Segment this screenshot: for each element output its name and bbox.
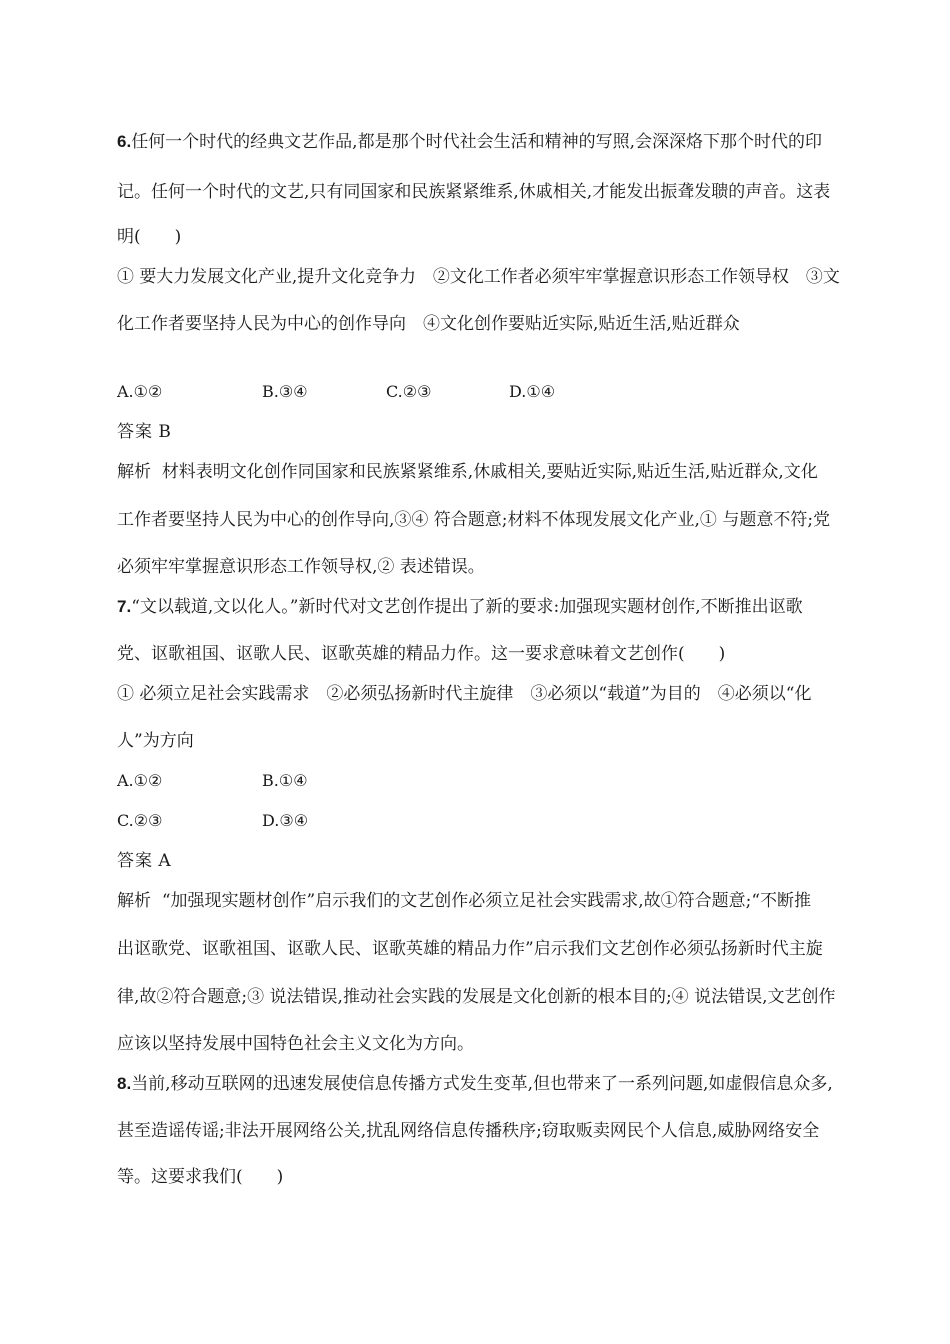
question-8-number: 8. [117,1074,132,1093]
question-7-analysis-line-3: 律,故②符合题意;③ 说法错误,推动社会实践的发展是文化创新的根本目的;④ 说法错误,文艺创作 [117,987,836,1007]
question-6-analysis-line-1: 解析 材料表明文化创作同国家和民族紧紧维系,休戚相关,要贴近实际,贴近生活,贴近群众,文化 [117,462,818,482]
question-7-option-a: A.①② [117,771,163,790]
question-7-statement-line-2: 人”为方向 [117,731,194,751]
question-8-stem-line-2: 甚至造谣传谣;非法开展网络公关,扰乱网络信息传播秩序;窃取贩卖网民个人信息,威胁网络安全 [117,1121,820,1141]
question-6-option-a: A.①② [117,382,163,401]
question-8-stem-line-1: 8.当前,移动互联网的迅速发展使信息传播方式发生变革,但也带来了一系列问题,如虚假信息众多, [117,1074,833,1094]
question-7-statement-line-1: ① 必须立足社会实践需求 ②必须弘扬新时代主旋律 ③必须以“载道”为目的 ④必须以“化 [117,684,812,704]
question-6-option-c: C.②③ [386,382,432,401]
question-6-analysis-line-2: 工作者要坚持人民为中心的创作导向,③④ 符合题意;材料不体现发展文化产业,① 与题意不符;党 [117,510,831,530]
question-7-stem-line-1: 7.“文以载道,文以化人。”新时代对文艺创作提出了新的要求:加强现实题材创作,不断推出讴歌 [117,597,803,617]
question-6-answer: 答案 B [117,422,171,442]
question-7-option-d: D.③④ [262,811,309,830]
question-7-analysis-line-4: 应该以坚持发展中国特色社会主义文化为方向。 [117,1034,474,1054]
question-7-answer: 答案 A [117,851,171,871]
question-7-option-c: C.②③ [117,811,163,830]
question-6-option-d: D.①④ [509,382,556,401]
question-6-stem-line-1: 6.任何一个时代的经典文艺作品,都是那个时代社会生活和精神的写照,会深深烙下那个时代的印 [117,132,822,152]
question-7-option-b: B.①④ [262,771,308,790]
question-7-number: 7. [117,597,132,616]
question-6-analysis-line-3: 必须牢牢掌握意识形态工作领导权,② 表述错误。 [117,557,485,577]
question-7-analysis-line-2: 出讴歌党、讴歌祖国、讴歌人民、讴歌英雄的精品力作”启示我们文艺创作必须弘扬新时代主旋 [117,939,823,959]
question-8-stem-line-3: 等。这要求我们( ) [117,1167,284,1187]
question-6-stem-line-2: 记。任何一个时代的文艺,只有同国家和民族紧紧维系,休戚相关,才能发出振聋发聩的声音。这表 [117,182,831,202]
question-6-statement-line-2: 化工作者要坚持人民为中心的创作导向 ④文化创作要贴近实际,贴近生活,贴近群众 [117,314,740,334]
question-6-option-b: B.③④ [262,382,308,401]
question-6-stem-line-3: 明( ) [117,227,182,247]
question-7-stem-line-2: 党、讴歌祖国、讴歌人民、讴歌英雄的精品力作。这一要求意味着文艺创作( ) [117,644,726,664]
question-6-number: 6. [117,132,132,151]
question-7-analysis-line-1: 解析 “加强现实题材创作”启示我们的文艺创作必须立足社会实践需求,故①符合题意;“不断推 [117,891,812,911]
question-7-answer-value: A [158,851,171,871]
question-6-statement-line-1: ① 要大力发展文化产业,提升文化竞争力 ②文化工作者必须牢牢掌握意识形态工作领导权 ③文 [117,267,840,287]
question-6-answer-value: B [158,422,171,442]
